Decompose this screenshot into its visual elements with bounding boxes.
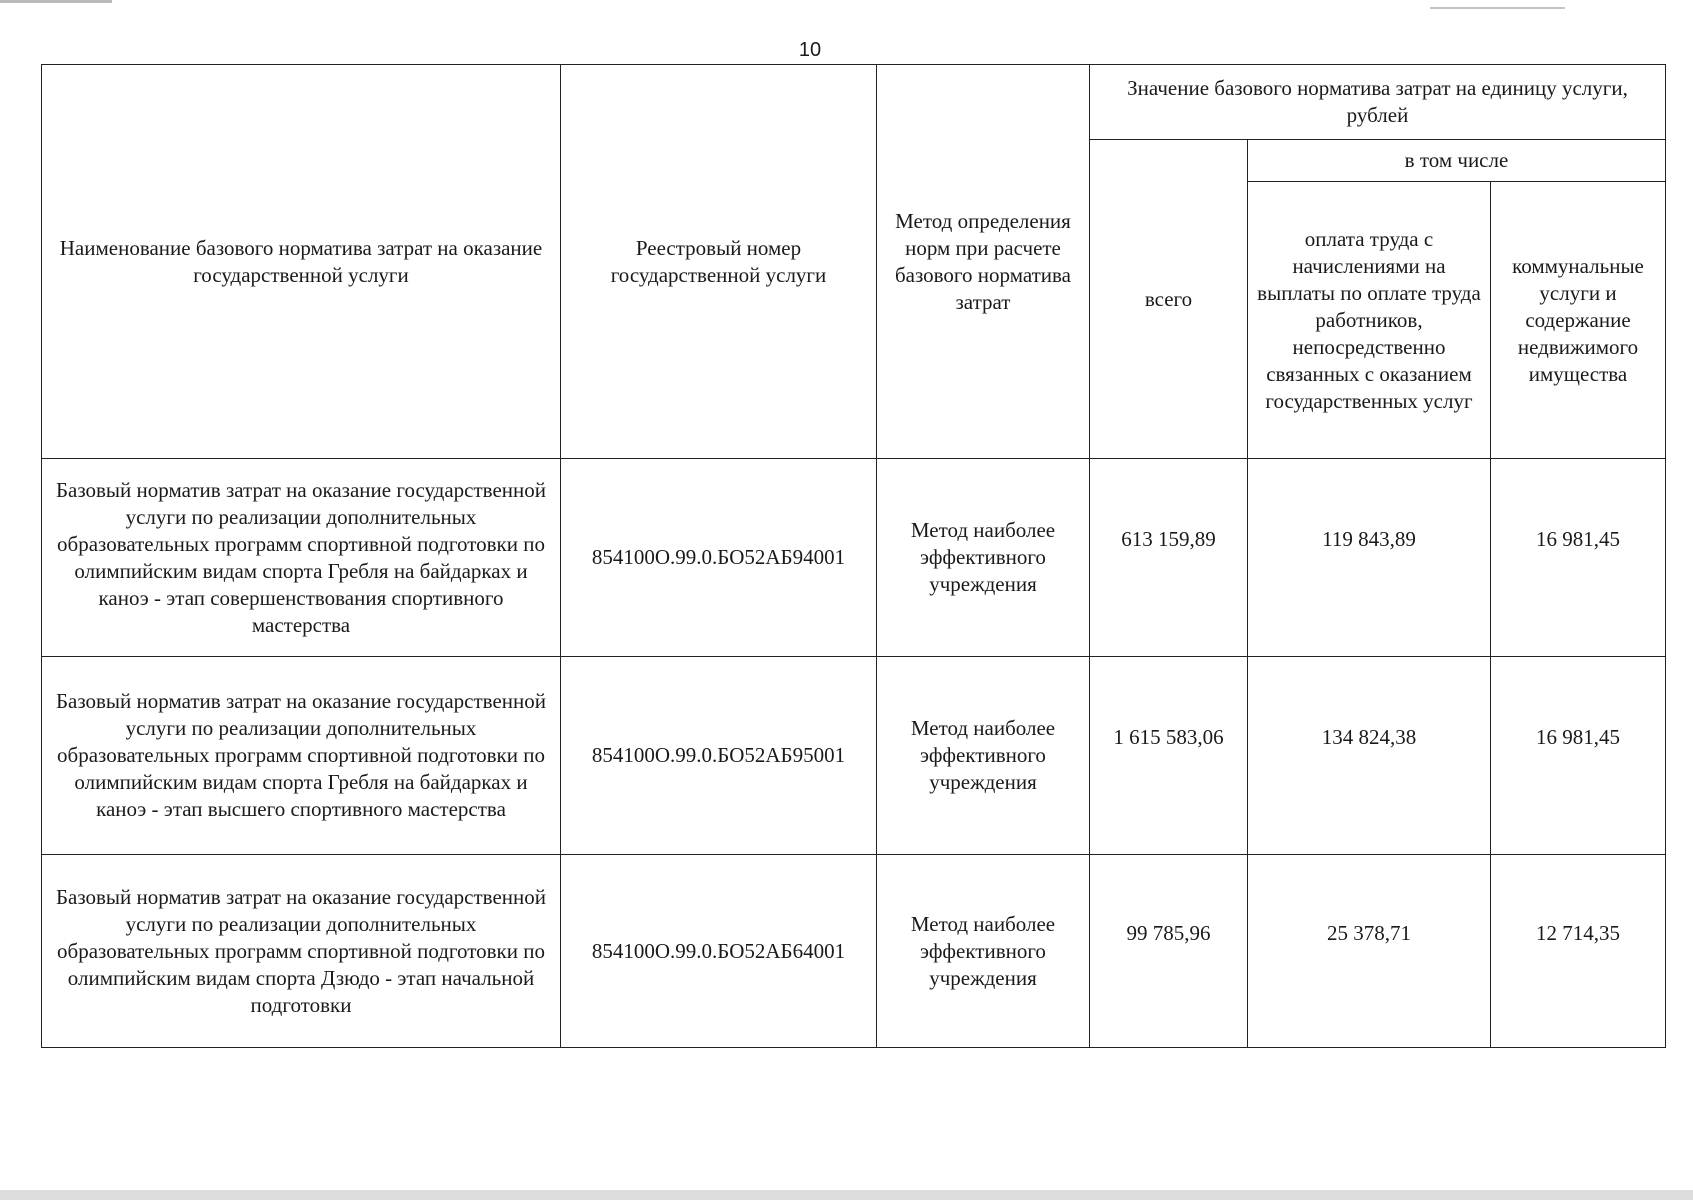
scan-edge-top-left bbox=[0, 0, 112, 3]
cell-total bbox=[1090, 855, 1248, 1048]
header-utilities: коммунальные услуги и содержание недвижимого имущества bbox=[1491, 182, 1666, 459]
cell-total bbox=[1090, 657, 1248, 855]
cell-total-value: 99 785,96 bbox=[1126, 920, 1211, 945]
header-including: в том числе bbox=[1248, 140, 1666, 182]
cell-utilities-value: 16 981,45 bbox=[1536, 725, 1620, 749]
header-method: Метод определения норм при расчете базового норматива затрат bbox=[877, 65, 1090, 459]
cell-utilities bbox=[1491, 657, 1666, 855]
cell-name: Базовый норматив затрат на оказание государственной услуги по реализации дополнительных образовательных программ спортивной подготовки по олимпийским видам спорта Гребля на байдарках и каноэ - этап высшего спортивного мастерства bbox=[42, 657, 561, 855]
header-total: всего bbox=[1090, 140, 1248, 459]
cell-name: Базовый норматив затрат на оказание государственной услуги по реализации дополнительных образовательных программ спортивной подготовки по олимпийским видам спорта Дзюдо - этап начальной подготовки bbox=[42, 855, 561, 1048]
header-name: Наименование базового норматива затрат на оказание государственной услуги bbox=[42, 65, 561, 459]
cell-utilities-value: 16 981,45 bbox=[1536, 527, 1620, 551]
table-body bbox=[42, 459, 1666, 1048]
cell-total-value: 613 159,89 bbox=[1121, 527, 1216, 551]
cell-method: Метод наиболее эффективного учреждения bbox=[877, 855, 1090, 1048]
table-row bbox=[42, 657, 1666, 855]
norms-table bbox=[41, 64, 1666, 1048]
header-value-group: Значение базового норматива затрат на единицу услуги, рублей bbox=[1090, 65, 1666, 140]
cell-name: Базовый норматив затрат на оказание государственной услуги по реализации дополнительных образовательных программ спортивной подготовки по олимпийским видам спорта Гребля на байдарках и каноэ - этап совершенствования спортивного мастерства bbox=[42, 459, 561, 657]
scan-edge-bottom bbox=[0, 1190, 1693, 1200]
cell-method: Метод наиболее эффективного учреждения bbox=[877, 657, 1090, 855]
cell-total-value: 1 615 583,06 bbox=[1113, 725, 1224, 749]
cell-method: Метод наиболее эффективного учреждения bbox=[877, 459, 1090, 657]
cell-labor-value: 119 843,89 bbox=[1322, 527, 1416, 551]
header-registry-number: Реестровый номер государственной услуги bbox=[561, 65, 877, 459]
cell-registry-number: 854100О.99.0.БО52АБ94001 bbox=[561, 459, 877, 657]
cell-labor bbox=[1248, 855, 1491, 1048]
cell-utilities bbox=[1491, 459, 1666, 657]
page-number: 10 bbox=[798, 39, 822, 61]
scan-edge-top-right bbox=[1430, 7, 1565, 9]
cell-labor bbox=[1248, 459, 1491, 657]
cell-labor-value: 134 824,38 bbox=[1321, 725, 1417, 749]
cell-labor-value: 25 378,71 bbox=[1327, 920, 1411, 945]
table-header bbox=[42, 65, 1666, 459]
cell-utilities-value: 12 714,35 bbox=[1536, 920, 1620, 945]
table-row bbox=[42, 459, 1666, 657]
cell-registry-number: 854100О.99.0.БО52АБ64001 bbox=[561, 855, 877, 1048]
table-row bbox=[42, 855, 1666, 1048]
cell-total bbox=[1090, 459, 1248, 657]
cell-utilities bbox=[1491, 855, 1666, 1048]
cell-labor bbox=[1248, 657, 1491, 855]
cell-registry-number: 854100О.99.0.БО52АБ95001 bbox=[561, 657, 877, 855]
header-labor: оплата труда с начислениями на выплаты по оплате труда работников, непосредственно связанных с оказанием государственных услуг bbox=[1248, 182, 1491, 459]
